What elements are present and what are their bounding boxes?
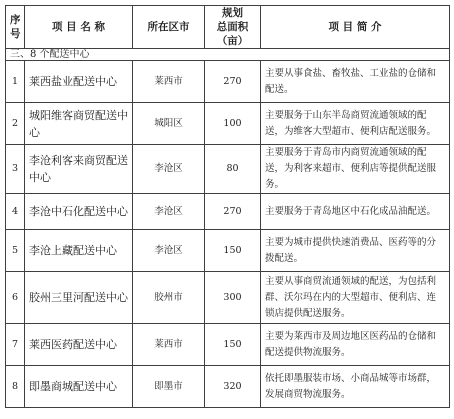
row-area: 320 [205,366,261,408]
row-no: 1 [6,61,25,103]
row-area: 270 [205,194,261,230]
row-desc: 主要从事商贸流通领域的配送，为包括利群、沃尔玛在内的大型超市、便利店、连锁店提供配送服务。 [261,272,450,324]
row-desc: 主要从事食盐、畜牧盐、工业盐的仓储和配送。 [261,61,450,103]
row-area: 270 [205,61,261,103]
header-area-line2: 总面积 [216,21,249,33]
section-row [6,49,450,61]
table-row [6,61,450,103]
row-desc: 主要为城市提供快速消费品、医药等的分拨配送。 [261,230,450,272]
header-desc: 项 目 简 介 [261,6,450,49]
table-row [6,366,450,408]
row-district: 李沧区 [133,194,205,230]
row-district: 城阳区 [133,103,205,145]
table-row [6,230,450,272]
row-district: 李沧区 [133,145,205,194]
row-desc: 主要服务于青岛市内商贸流通领域的配送，为利客来超市、便利店等提供配送服务。 [261,145,450,194]
row-area: 300 [205,272,261,324]
row-name: 即墨商城配送中心 [25,366,133,408]
row-name: 李沧利客来商贸配送中心 [25,145,133,194]
row-desc: 主要为莱西市及周边地区医药品的仓储和配送提供物流服务。 [261,324,450,366]
row-no: 8 [6,366,25,408]
row-no: 2 [6,103,25,145]
table-header-row [6,6,450,49]
row-area: 150 [205,230,261,272]
table-row [6,145,450,194]
header-no: 序号 [6,6,25,49]
header-area [205,6,261,49]
row-name: 城阳维客商贸配送中心 [25,103,133,145]
row-name: 莱西盐业配送中心 [25,61,133,103]
table-row [6,324,450,366]
row-district: 莱西市 [133,61,205,103]
header-area-line3: （亩） [216,35,249,47]
header-name: 项 目 名 称 [25,6,133,49]
row-no: 3 [6,145,25,194]
row-name: 胶州三里河配送中心 [25,272,133,324]
row-desc: 主要服务于山东半岛商贸流通领域的配送，为维客大型超市、便利店配送服务。 [261,103,450,145]
row-area: 100 [205,103,261,145]
row-area: 150 [205,324,261,366]
row-district: 胶州市 [133,272,205,324]
row-name: 李沧上藏配送中心 [25,230,133,272]
row-no: 5 [6,230,25,272]
row-desc: 主要服务于青岛地区中石化成品油配送。 [261,194,450,230]
row-district: 即墨市 [133,366,205,408]
row-no: 4 [6,194,25,230]
table-row [6,194,450,230]
row-no: 6 [6,272,25,324]
row-name: 莱西医药配送中心 [25,324,133,366]
header-area-line1: 规划 [222,7,243,19]
row-no: 7 [6,324,25,366]
row-name: 李沧中石化配送中心 [25,194,133,230]
row-desc: 依托即墨服装市场、小商品城等市场群，发展商贸物流服务。 [261,366,450,408]
section-title: 三、8 个配送中心 [6,49,450,61]
table-row [6,103,450,145]
row-district: 莱西市 [133,324,205,366]
row-district: 李沧区 [133,230,205,272]
header-district: 所在区市 [133,6,205,49]
row-area: 80 [205,145,261,194]
table-row [6,272,450,324]
distribution-centers-table [5,5,450,408]
